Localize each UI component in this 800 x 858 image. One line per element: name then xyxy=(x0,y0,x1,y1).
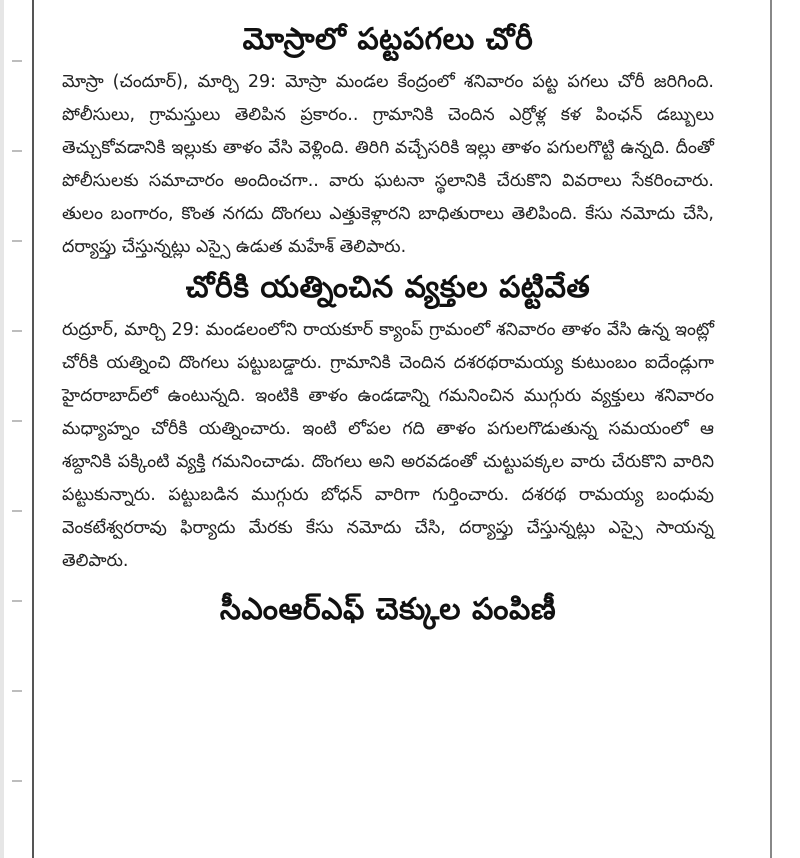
page-edge xyxy=(0,0,4,858)
article-2-body: రుద్రూర్, మార్చి 29: మండలంలోని రాయకూర్ క్యాంప్ గ్రామంలో శనివారం తాళం వేసి ఉన్న ఇంట్లో చోరీకి యత్నించి దొంగలు పట్టుబడ్డారు. గ్రామానికి చెందిన దశరథరామయ్య కుటుంబం ఐదేండ్లుగా హైదరాబాద్‌లో ఉంటున్నది. ఇంటికి తాళం ఉండడాన్ని గమనించిన ముగ్గురు వ్యక్తులు శనివారం మధ్యాహ్నం చోరీకి యత్నించారు. ఇంటి లోపల గది తాళం పగులగొడుతున్న సమయంలో ఆ శబ్దానికి పక్కింటి వ్యక్తి గమనించాడు. దొంగలు అని అరవడంతో చుట్టుపక్కల వారు చేరుకొని వారిని పట్టుకున్నారు. పట్టుబడిన ముగ్గురు బోధన్ వారిగా గుర్తించారు. దశరథ రామయ్య బంధువు వెంకటేశ్వరరావు ఫిర్యాదు మేరకు కేసు నమోదు చేసి, దర్యాప్తు చేస్తున్నట్లు ఎస్సై సాయన్న తెలిపారు. xyxy=(62,320,714,571)
column-rule-right xyxy=(770,0,772,858)
article-1-headline: మోస్రాలో పట్టపగలు చోరీ xyxy=(242,22,534,57)
news-column xyxy=(62,14,714,634)
article-1-body: మోస్రా (చందూర్), మార్చి 29: మోస్రా మండల కేంద్రంలో శనివారం పట్ట పగలు చోరీ జరిగింది. పోలీసులు, గ్రామస్తులు తెలిపిన ప్రకారం.. గ్రామానికి చెందిన ఎర్రోళ్ల కళ పింఛన్ డబ్బులు తెచ్చుకోవడానికి ఇల్లుకు తాళం వేసి వెళ్లింది. తిరిగి వచ్చేసరికి ఇల్లు తాళం పగులగొట్టి ఉన్నది. దీంతో పోలీసులకు సమాచారం అందించగా.. వారు ఘటనా స్థలానికి చేరుకొని వివరాలు సేకరించారు. తులం బంగారం, కొంత నగదు దొంగలు ఎత్తుకెళ్లారని బాధితురాలు తెలిపింది. కేసు నమోదు చేసి, దర్యాప్తు చేస్తున్నట్లు ఎస్సై ఉడుత మహేశ్ తెలిపారు. xyxy=(62,72,714,257)
column-rule-left xyxy=(32,0,34,858)
margin-marks xyxy=(6,0,30,858)
article-3-headline: సీఎంఆర్ఎఫ్ చెక్కుల పంపిణీ xyxy=(219,592,557,627)
article-2-headline: చోరీకి యత్నించిన వ్యక్తుల పట్టివేత xyxy=(185,270,591,305)
